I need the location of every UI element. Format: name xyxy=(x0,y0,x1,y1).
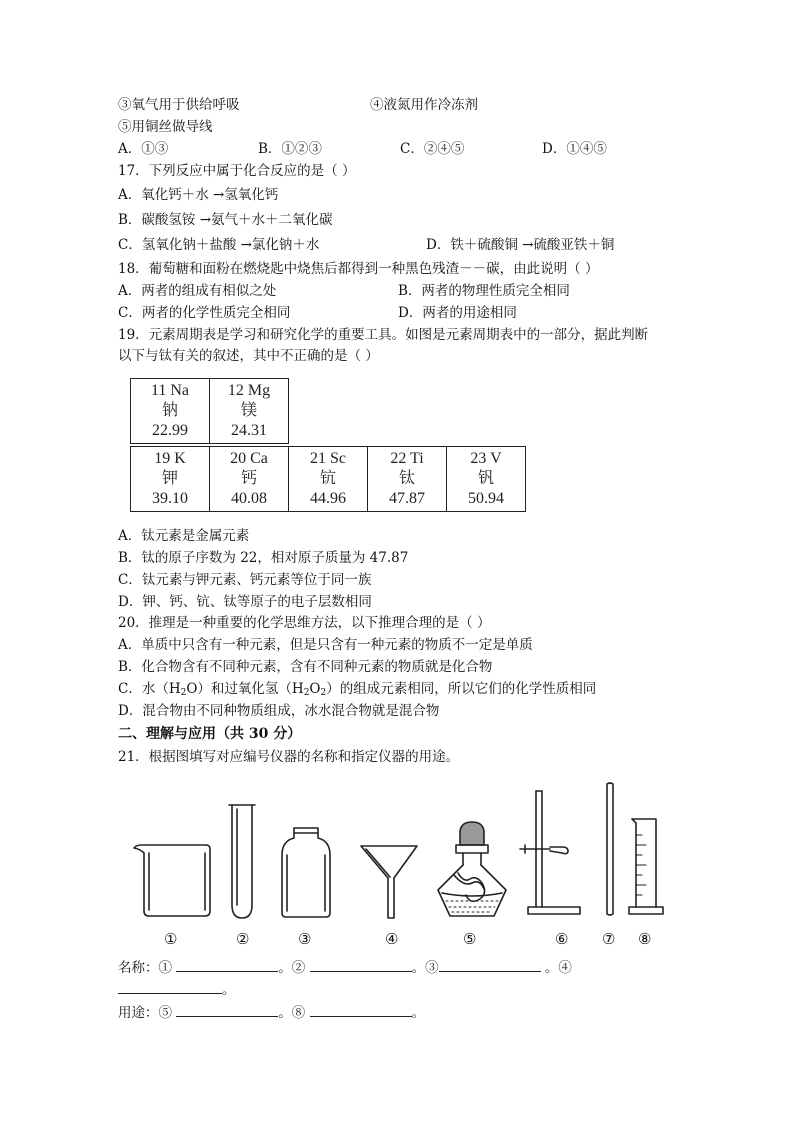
element-head: 22 Ti xyxy=(390,450,424,467)
q20-option-d: D．混合物由不同种物质组成，冰水混合物就是混合物 xyxy=(118,703,440,719)
q19-stem-2: 以下与钛有关的叙述，其中不正确的是（ ） xyxy=(118,348,379,364)
element-name: 镁 xyxy=(240,402,257,419)
element-cell-ca xyxy=(210,447,289,512)
element-cell-mg xyxy=(210,379,289,444)
element-name: 钙 xyxy=(240,470,257,487)
element-mass: 24.31 xyxy=(231,422,267,439)
q16-choice-b: B．①②③ xyxy=(258,141,322,157)
element-name: 钪 xyxy=(319,470,336,487)
q19-option-c: C．钛元素与钾元素、钙元素等位于同一族 xyxy=(118,572,372,588)
q19-option-d: D．钾、钙、钪、钛等原子的电子层数相同 xyxy=(118,594,372,610)
name-row: 名称：① 。② 。③ 。④ xyxy=(118,956,572,978)
section-heading: 二、理解与应用（共 30 分） xyxy=(118,726,302,742)
answer-blank-3[interactable] xyxy=(439,956,541,972)
element-mass: 44.96 xyxy=(310,490,346,507)
test-tube-icon xyxy=(229,805,255,918)
beaker-icon xyxy=(134,845,210,916)
apparatus-label-3: ③ xyxy=(298,930,312,948)
periodic-table-row-2 xyxy=(130,446,526,512)
element-mass: 22.99 xyxy=(152,422,188,439)
element-mass: 40.08 xyxy=(231,490,267,507)
element-cell-ti xyxy=(368,447,447,512)
q16-choice-a: A．①③ xyxy=(118,141,169,157)
q20-option-a: A．单质中只含有一种元素，但是只含有一种元素的物质不一定是单质 xyxy=(118,637,533,653)
q18-option-a: A．两者的组成有相似之处 xyxy=(118,283,277,299)
answer-blank-5[interactable] xyxy=(176,1001,278,1017)
q17-option-a: A．氧化钙＋水 →氢氧化钙 xyxy=(118,187,279,203)
element-head: 11 Na xyxy=(150,382,190,399)
q17-option-c: C．氢氧化钠＋盐酸 →氯化钠＋水 xyxy=(118,237,320,253)
reagent-bottle-icon xyxy=(282,828,330,917)
iron-stand-icon xyxy=(520,791,580,914)
apparatus-label-8: ⑧ xyxy=(638,930,652,948)
answer-blank-1[interactable] xyxy=(176,956,278,972)
answer-blank-2[interactable] xyxy=(310,956,412,972)
q20-stem: 20．推理是一种重要的化学思维方法，以下推理合理的是（ ） xyxy=(118,615,491,631)
glass-rod-icon xyxy=(607,783,613,915)
q19-option-a: A．钛元素是金属元素 xyxy=(118,528,250,544)
element-name: 钾 xyxy=(161,470,178,487)
q16-choice-d: D．①④⑤ xyxy=(542,141,607,157)
q16-option-5: ⑤用铜丝做导线 xyxy=(118,119,213,135)
element-cell-sc xyxy=(289,447,368,512)
periodic-table-row-1 xyxy=(130,378,289,444)
element-cell-na xyxy=(131,379,210,444)
element-cell-v xyxy=(447,447,526,512)
q16-choice-c: C．②④⑤ xyxy=(400,141,465,157)
q18-stem: 18．葡萄糖和面粉在燃烧匙中烧焦后都得到一种黑色残渣－－碳，由此说明（ ） xyxy=(118,261,599,277)
element-mass: 47.87 xyxy=(389,490,425,507)
q16-option-4: ④液氮用作冷冻剂 xyxy=(370,97,478,113)
apparatus-label-1: ① xyxy=(164,930,178,948)
element-head: 20 Ca xyxy=(230,450,268,467)
graduated-cylinder-icon xyxy=(629,819,663,914)
q21-stem: 21．根据图填写对应编号仪器的名称和指定仪器的用途。 xyxy=(118,749,460,765)
answer-blank-4[interactable] xyxy=(118,978,222,994)
element-head: 19 K xyxy=(154,450,186,467)
element-name: 钛 xyxy=(398,470,415,487)
apparatus-label-2: ② xyxy=(236,930,250,948)
q16-option-3: ③氧气用于供给呼吸 xyxy=(118,97,240,113)
element-name: 钠 xyxy=(161,402,178,419)
funnel-icon xyxy=(361,846,417,918)
q17-option-d: D．铁＋硫酸铜 →硫酸亚铁＋铜 xyxy=(426,237,615,253)
use-row: 用途：⑤ 。⑧ 。 xyxy=(118,1001,425,1023)
q20-option-b: B．化合物含有不同种元素，含有不同种元素的物质就是化合物 xyxy=(118,659,493,675)
element-head: 23 V xyxy=(470,450,502,467)
apparatus-label-7: ⑦ xyxy=(602,930,616,948)
q18-option-d: D．两者的用途相同 xyxy=(398,305,517,321)
q19-option-b: B．钛的原子序数为 22，相对原子质量为 47.87 xyxy=(118,550,409,566)
lab-apparatus-illustration xyxy=(120,775,680,925)
element-head: 21 Sc xyxy=(310,450,346,467)
name-row-continued: 。 xyxy=(118,978,236,1000)
apparatus-label-5: ⑤ xyxy=(463,930,477,948)
apparatus-label-6: ⑥ xyxy=(555,930,569,948)
q18-option-c: C．两者的化学性质完全相同 xyxy=(118,305,291,321)
element-name: 钒 xyxy=(477,470,494,487)
apparatus-label-4: ④ xyxy=(385,930,399,948)
element-mass: 50.94 xyxy=(468,490,504,507)
q18-option-b: B．两者的物理性质完全相同 xyxy=(398,283,570,299)
q17-stem: 17．下列反应中属于化合反应的是（ ） xyxy=(118,163,356,179)
q17-option-b: B．碳酸氢铵 →氨气＋水＋二氧化碳 xyxy=(118,212,333,228)
element-cell-k xyxy=(131,447,210,512)
q19-stem-1: 19．元素周期表是学习和研究化学的重要工具。如图是元素周期表中的一部分，据此判断 xyxy=(118,327,649,343)
alcohol-lamp-icon xyxy=(438,822,506,916)
answer-blank-8[interactable] xyxy=(310,1001,412,1017)
element-head: 12 Mg xyxy=(227,382,271,399)
element-mass: 39.10 xyxy=(152,490,188,507)
q20-option-c: C．水$(H_2O)$和过氧化氢$(H_2O_2)$的组成元素相同，所以它们的化学性质相同 xyxy=(118,681,597,698)
